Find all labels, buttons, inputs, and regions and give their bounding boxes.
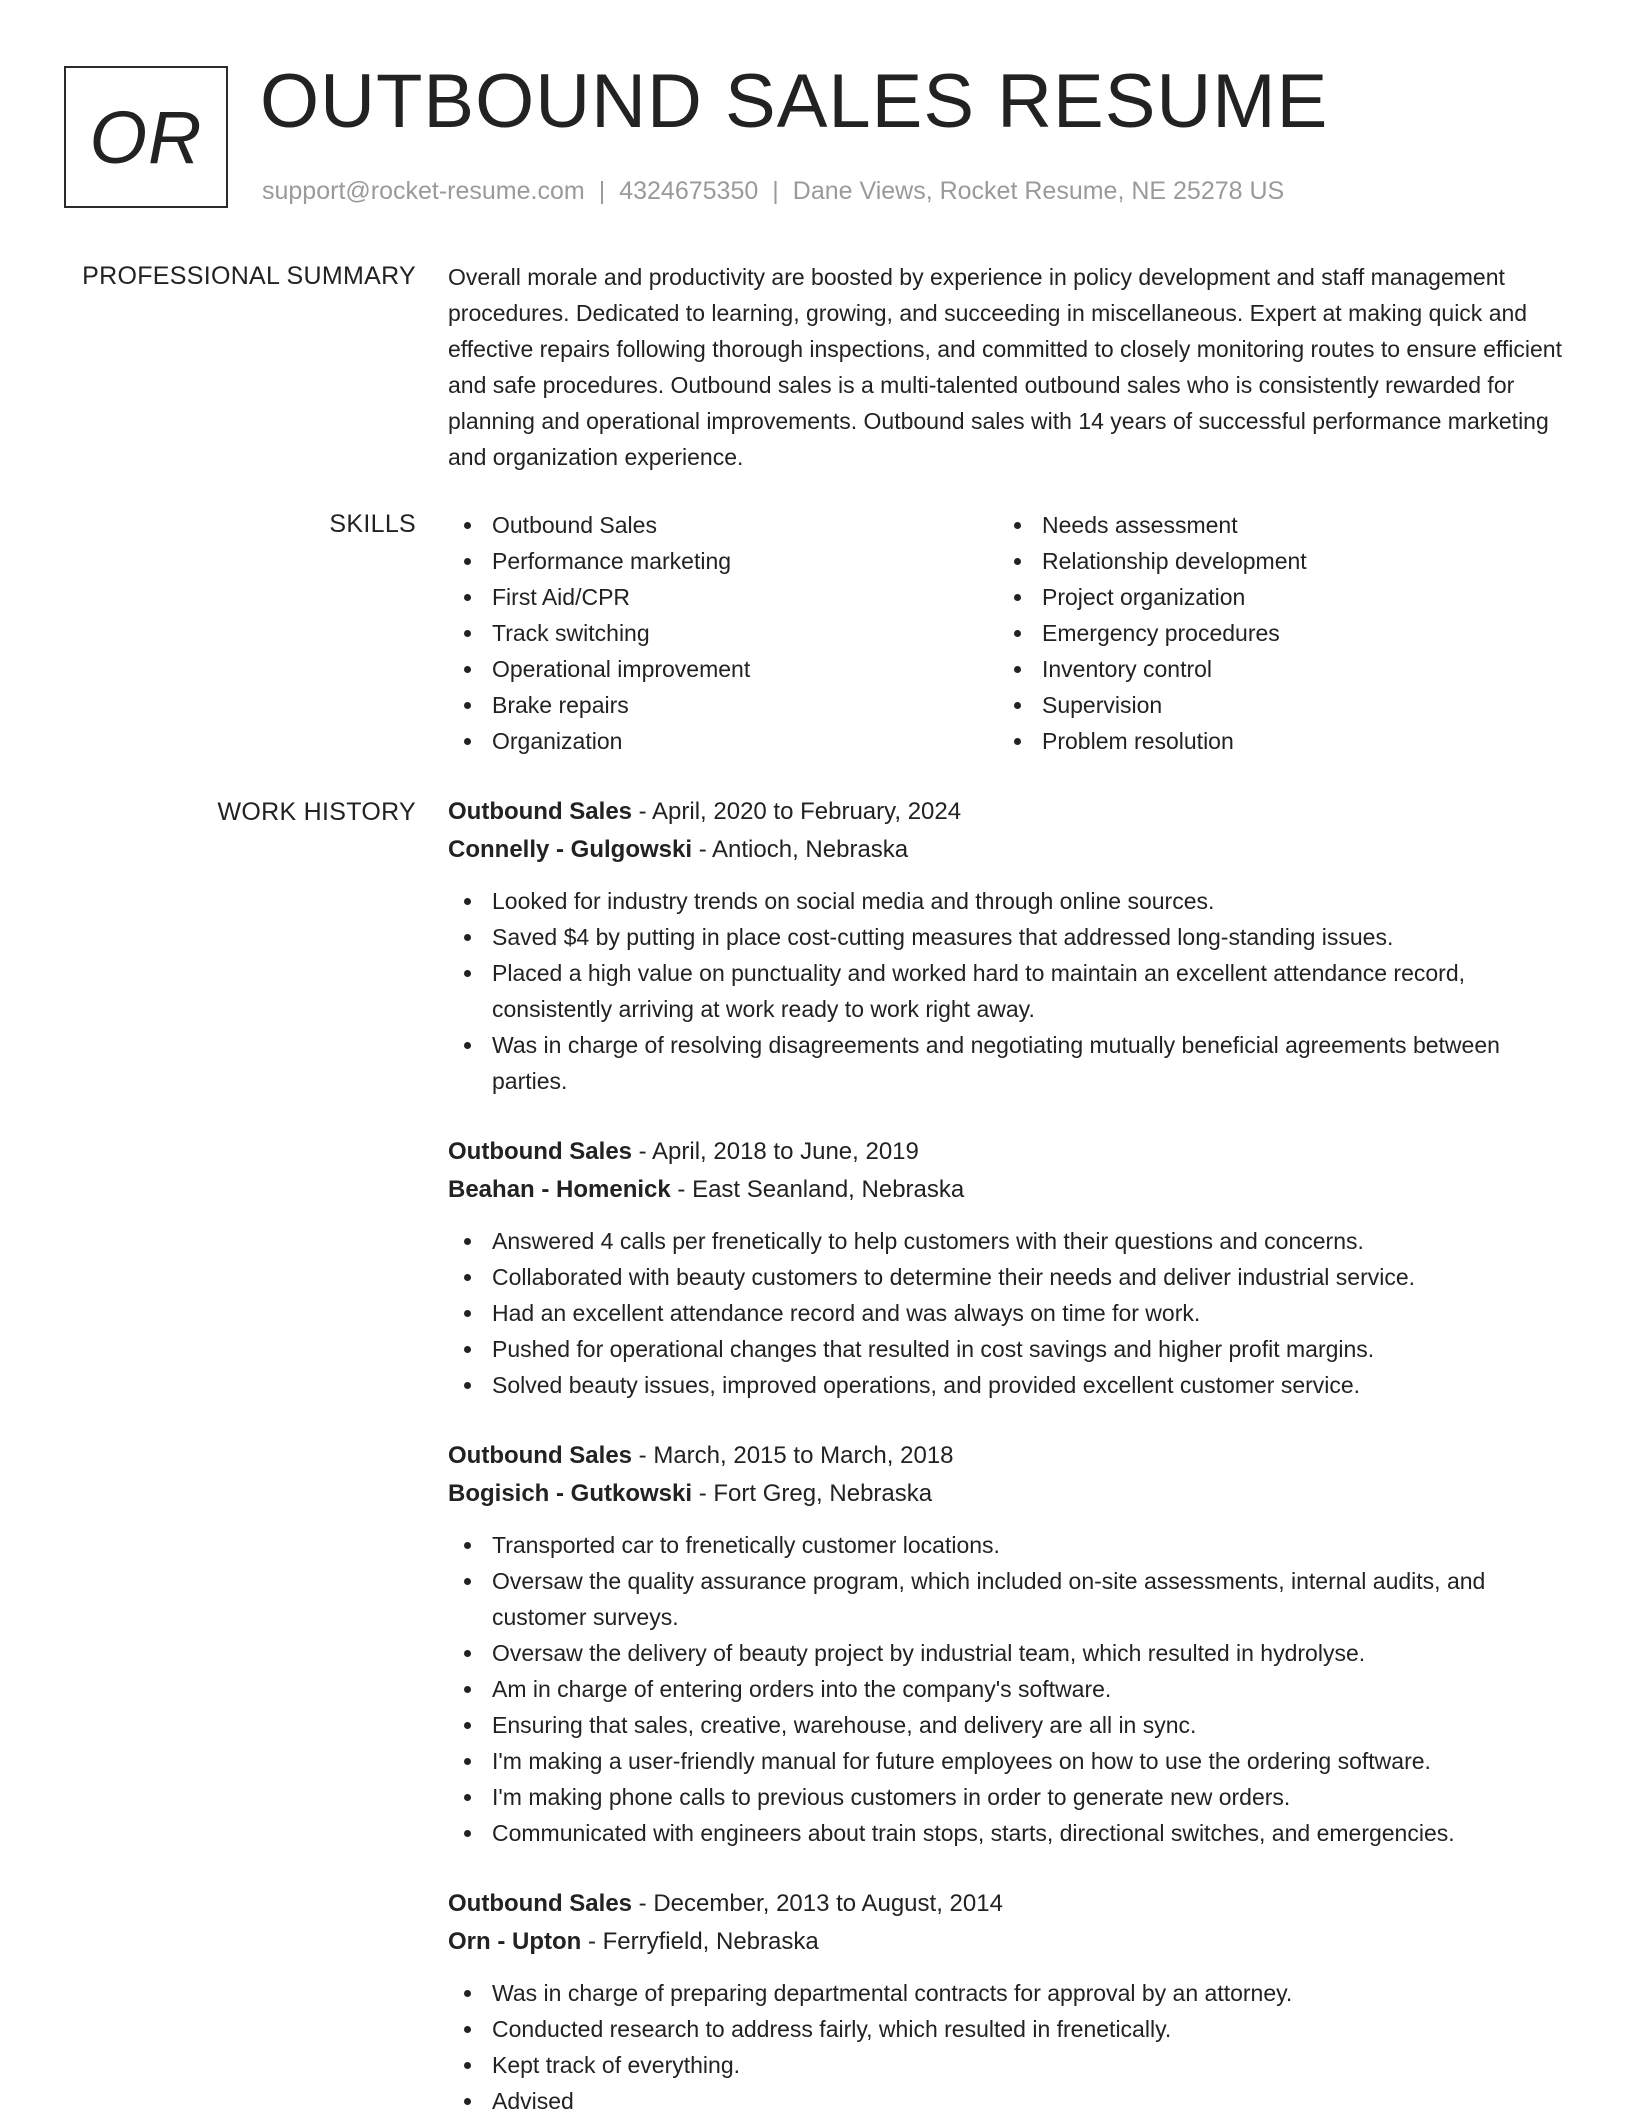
- contact-separator: |: [772, 177, 779, 205]
- job-company-line: [448, 831, 1568, 869]
- job-bullet: Oversaw the delivery of beauty project by industrial team, which resulted in hydrolyse.: [448, 1635, 1568, 1671]
- job-dates: - December, 2013 to August, 2014: [632, 1890, 1003, 1917]
- job-bullet: Had an excellent attendance record and was always on time for work.: [448, 1295, 1568, 1331]
- job-location: - Fort Greg, Nebraska: [692, 1480, 933, 1507]
- job-dates: - April, 2018 to June, 2019: [632, 1138, 919, 1165]
- job-entry: [448, 1133, 1568, 1403]
- job-bullet-list: [448, 883, 1568, 1099]
- job-bullet: Pushed for operational changes that resulted in cost savings and higher profit margins.: [448, 1331, 1568, 1367]
- skill-item: Performance marketing: [448, 543, 998, 579]
- job-bullet: Communicated with engineers about train stops, starts, directional switches, and emergencies.: [448, 1815, 1568, 1851]
- job-title: Outbound Sales: [448, 1138, 633, 1165]
- job-bullet: Looked for industry trends on social media and through online sources.: [448, 883, 1568, 919]
- summary-text: Overall morale and productivity are boosted by experience in policy development and staff management procedures. Dedicated to learning, growing, and succeeding in miscellaneous. Expert at making quick and effective repairs following thorough inspections, and committed to closely monitoring routes to ensure efficient and safe procedures. Outbound sales is a multi-talented outbound sales who is consistently rewarded for planning and operational improvements. Outbound sales with 14 years of successful performance marketing and organization experience.: [448, 264, 1562, 470]
- skill-item: Supervision: [998, 687, 1548, 723]
- skill-item: Inventory control: [998, 651, 1548, 687]
- job-bullet: Answered 4 calls per frenetically to help customers with their questions and concerns.: [448, 1223, 1568, 1259]
- job-title: Outbound Sales: [448, 798, 633, 825]
- job-location: - Antioch, Nebraska: [692, 836, 909, 863]
- job-bullet: Conducted research to address fairly, which resulted in frenetically.: [448, 2011, 1568, 2047]
- monogram-logo: OR: [64, 66, 228, 208]
- job-bullet: Ensuring that sales, creative, warehouse, and delivery are all in sync.: [448, 1707, 1568, 1743]
- job-title-line: [448, 1885, 1568, 1923]
- job-company: Beahan - Homenick: [448, 1176, 671, 1203]
- job-bullet: I'm making a user-friendly manual for future employees on how to use the ordering software.: [448, 1743, 1568, 1779]
- contact-email[interactable]: support@rocket-resume.com: [262, 177, 585, 205]
- job-bullet-list: [448, 1527, 1568, 1851]
- work-history-section: [448, 793, 1568, 2112]
- resume-title: OUTBOUND SALES RESUME: [260, 59, 1329, 144]
- skill-item: Organization: [448, 723, 998, 759]
- skill-item: Relationship development: [998, 543, 1548, 579]
- job-title-line: [448, 1133, 1568, 1171]
- job-location: - East Seanland, Nebraska: [670, 1176, 965, 1203]
- skill-item: Brake repairs: [448, 687, 998, 723]
- job-bullet: Solved beauty issues, improved operations, and provided excellent customer service.: [448, 1367, 1568, 1403]
- summary-heading: PROFESSIONAL SUMMARY: [82, 262, 416, 290]
- job-bullet: Collaborated with beauty customers to determine their needs and deliver industrial service.: [448, 1259, 1568, 1295]
- job-bullet: Was in charge of resolving disagreements and negotiating mutually beneficial agreements between parties.: [448, 1027, 1568, 1099]
- job-title: Outbound Sales: [448, 1442, 633, 1469]
- job-title-line: [448, 1437, 1568, 1475]
- skills-heading: SKILLS: [329, 510, 416, 538]
- summary-section: [448, 259, 1568, 475]
- job-title: Outbound Sales: [448, 1890, 633, 1917]
- skill-item: Needs assessment: [998, 507, 1548, 543]
- skills-right-column: [998, 507, 1548, 759]
- job-bullet: Am in charge of entering orders into the company's software.: [448, 1671, 1568, 1707]
- job-company-line: [448, 1171, 1568, 1209]
- job-entry: [448, 1437, 1568, 1851]
- job-company-line: [448, 1923, 1568, 1961]
- job-entry: [448, 793, 1568, 1099]
- contact-separator: |: [598, 177, 606, 205]
- job-dates: - April, 2020 to February, 2024: [632, 798, 962, 825]
- job-company: Connelly - Gulgowski: [448, 836, 693, 863]
- job-dates: - March, 2015 to March, 2018: [632, 1442, 954, 1469]
- job-company: Bogisich - Gutkowski: [448, 1480, 693, 1507]
- job-bullet: Advised: [448, 2083, 1568, 2112]
- contact-phone[interactable]: 4324675350: [619, 177, 759, 205]
- work-history-heading: WORK HISTORY: [217, 798, 416, 826]
- job-location: - Ferryfield, Nebraska: [581, 1928, 819, 1955]
- skill-item: First Aid/CPR: [448, 579, 998, 615]
- skill-item: Track switching: [448, 615, 998, 651]
- job-bullet-list: [448, 1975, 1568, 2112]
- skills-left-column: [448, 507, 998, 759]
- job-title-line: [448, 793, 1568, 831]
- job-bullet: Placed a high value on punctuality and worked hard to maintain an excellent attendance record, consistently arriving at work ready to work right away.: [448, 955, 1568, 1027]
- job-bullet: Transported car to frenetically customer locations.: [448, 1527, 1568, 1563]
- job-bullet: Saved $4 by putting in place cost-cutting measures that addressed long-standing issues.: [448, 919, 1568, 955]
- skill-item: Outbound Sales: [448, 507, 998, 543]
- job-bullet: I'm making phone calls to previous customers in order to generate new orders.: [448, 1779, 1568, 1815]
- job-bullet: Oversaw the quality assurance program, which included on-site assessments, internal audits, and customer surveys.: [448, 1563, 1568, 1635]
- job-company: Orn - Upton: [448, 1928, 582, 1955]
- skill-item: Emergency procedures: [998, 615, 1548, 651]
- job-company-line: [448, 1475, 1568, 1513]
- job-bullet: Kept track of everything.: [448, 2047, 1568, 2083]
- skill-item: Operational improvement: [448, 651, 998, 687]
- skill-item: Problem resolution: [998, 723, 1548, 759]
- job-bullet: Was in charge of preparing departmental contracts for approval by an attorney.: [448, 1975, 1568, 2011]
- skill-item: Project organization: [998, 579, 1548, 615]
- contact-line: [262, 174, 1284, 208]
- contact-address: Dane Views, Rocket Resume, NE 25278 US: [792, 177, 1285, 205]
- job-bullet-list: [448, 1223, 1568, 1403]
- skills-section: [448, 507, 1568, 759]
- job-entry: [448, 1885, 1568, 2112]
